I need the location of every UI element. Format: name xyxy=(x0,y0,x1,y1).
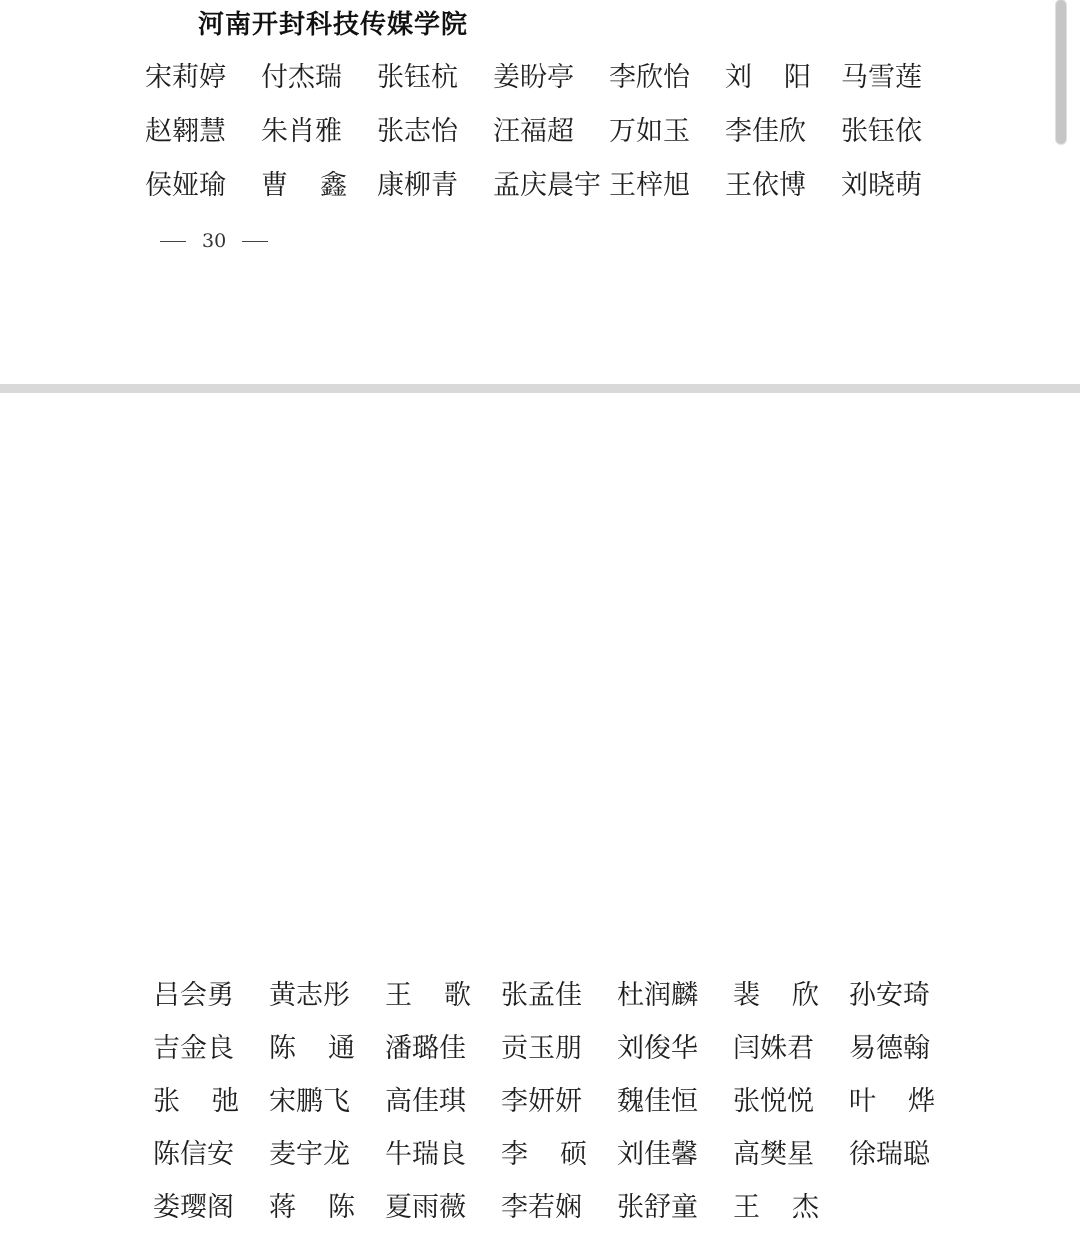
person-name: 宋鹏飞 xyxy=(269,1086,350,1117)
person-name: 孟庆晨宇 xyxy=(493,170,601,201)
person-name: 刘佳馨 xyxy=(617,1139,698,1170)
person-name: 高佳琪 xyxy=(385,1086,466,1117)
person-name: 陈 通 xyxy=(269,1033,355,1064)
page-number-dash-right xyxy=(242,241,268,242)
person-name: 孙安琦 xyxy=(849,980,930,1011)
person-name: 麦宇龙 xyxy=(269,1139,350,1170)
person-name: 付杰瑞 xyxy=(261,62,342,93)
person-name: 张钰杭 xyxy=(377,62,458,93)
page-number-value: 30 xyxy=(202,230,227,252)
person-name: 陈信安 xyxy=(153,1139,234,1170)
person-name: 王 歌 xyxy=(385,980,471,1011)
person-name: 王梓旭 xyxy=(609,170,690,201)
person-name: 张志怡 xyxy=(377,116,458,147)
person-name: 易德翰 xyxy=(849,1033,930,1064)
scrollbar-thumb[interactable] xyxy=(1056,0,1066,144)
person-name: 叶 烨 xyxy=(849,1086,935,1117)
person-name: 张悦悦 xyxy=(733,1086,814,1117)
name-list-bottom xyxy=(153,973,965,1238)
person-name: 张钰依 xyxy=(841,116,922,147)
person-name: 夏雨薇 xyxy=(385,1192,466,1223)
person-name: 娄璎阁 xyxy=(153,1192,234,1223)
person-name: 张 弛 xyxy=(153,1086,239,1117)
person-name: 贡玉朋 xyxy=(501,1033,582,1064)
school-heading: 河南开封科技传媒学院 xyxy=(198,10,469,40)
person-name: 黄志彤 xyxy=(269,980,350,1011)
person-name: 李妍妍 xyxy=(501,1086,582,1117)
person-name: 万如玉 xyxy=(609,116,690,147)
person-name: 赵翱慧 xyxy=(145,116,226,147)
person-name: 牛瑞良 xyxy=(385,1139,466,1170)
person-name: 闫姝君 xyxy=(733,1033,814,1064)
person-name: 朱肖雅 xyxy=(261,116,342,147)
person-name: 李佳欣 xyxy=(725,116,806,147)
person-name: 杜润麟 xyxy=(617,980,698,1011)
person-name: 刘晓萌 xyxy=(841,170,922,201)
person-name: 侯娅瑜 xyxy=(145,170,226,201)
person-name: 潘璐佳 xyxy=(385,1033,466,1064)
person-name: 李欣怡 xyxy=(609,62,690,93)
person-name: 高樊星 xyxy=(733,1139,814,1170)
document-page-bottom xyxy=(0,393,1080,1223)
page-separator xyxy=(0,384,1080,393)
document-page-top xyxy=(0,0,1080,384)
person-name: 王依博 xyxy=(725,170,806,201)
person-name: 张孟佳 xyxy=(501,980,582,1011)
person-name: 宋莉婷 xyxy=(145,62,226,93)
page-number xyxy=(160,230,268,252)
person-name: 李若娴 xyxy=(501,1192,582,1223)
page-number-dash-left xyxy=(160,241,186,242)
person-name: 康柳青 xyxy=(377,170,458,201)
person-name: 裴 欣 xyxy=(733,980,819,1011)
person-name: 王 杰 xyxy=(733,1192,819,1223)
person-name: 蒋 陈 xyxy=(269,1192,355,1223)
person-name: 徐瑞聪 xyxy=(849,1139,930,1170)
person-name: 汪福超 xyxy=(493,116,574,147)
person-name: 吕会勇 xyxy=(153,980,234,1011)
person-name: 李 硕 xyxy=(501,1139,587,1170)
name-list-top xyxy=(145,55,957,217)
person-name: 张舒童 xyxy=(617,1192,698,1223)
person-name: 刘 阳 xyxy=(725,62,811,93)
person-name: 曹 鑫 xyxy=(261,170,347,201)
vertical-scrollbar[interactable] xyxy=(1056,0,1068,855)
person-name: 刘俊华 xyxy=(617,1033,698,1064)
person-name: 姜盼亭 xyxy=(493,62,574,93)
person-name: 马雪莲 xyxy=(841,62,922,93)
person-name: 魏佳恒 xyxy=(617,1086,698,1117)
person-name: 吉金良 xyxy=(153,1033,234,1064)
